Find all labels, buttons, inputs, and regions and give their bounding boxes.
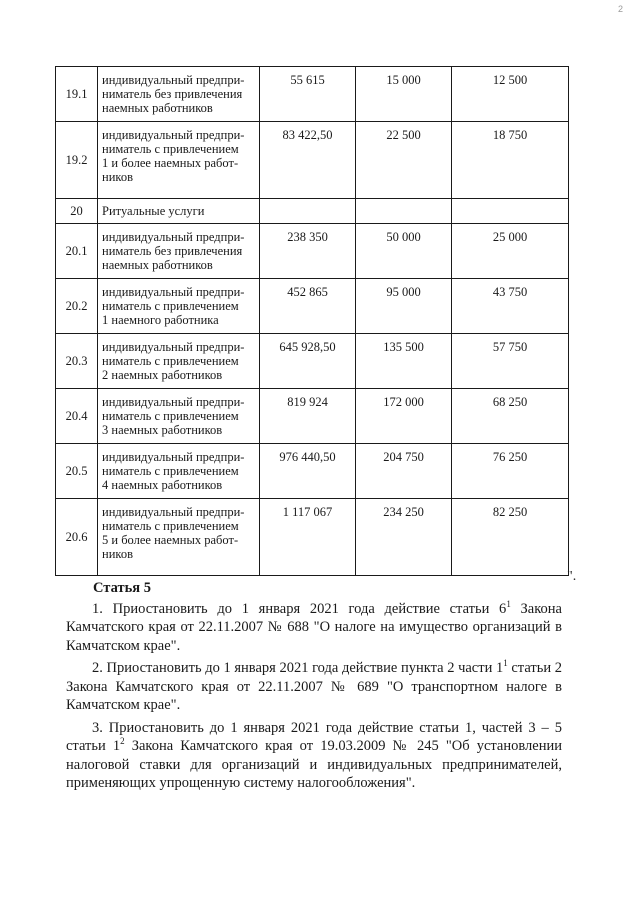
row-label <box>98 499 260 576</box>
row-label-line: ниматель с привлечением <box>102 409 239 423</box>
row-label <box>98 199 260 224</box>
article-heading: Статья 5 <box>93 580 151 596</box>
paragraph-2-text-a: 2. Приостановить до 1 января 2021 года действие пункта 2 части 1 <box>92 660 504 676</box>
row-number: 20.2 <box>56 279 98 334</box>
value-col-3: 82 250 <box>452 499 569 576</box>
paragraph-1-text-a: 1. Приостановить до 1 января 2021 года действие статьи 6 <box>92 600 507 617</box>
row-label-line: индивидуальный предпри- <box>102 395 245 409</box>
table-row <box>56 67 569 122</box>
value-col-1: 1 117 067 <box>260 499 356 576</box>
article-5 <box>66 579 562 797</box>
row-label <box>98 334 260 389</box>
paragraph-2-superscript: 1 <box>503 658 508 669</box>
row-label-line: 3 наемных работников <box>102 423 223 437</box>
row-label-line: ниматель с привлечением <box>102 354 239 368</box>
row-label-line: 2 наемных работников <box>102 368 223 382</box>
value-col-1: 645 928,50 <box>260 334 356 389</box>
row-label-line: ниматель с привлечением <box>102 142 239 156</box>
row-label <box>98 444 260 499</box>
row-label-line: ниматель с привлечением <box>102 299 239 313</box>
row-label-line: ниматель без привлечения <box>102 244 243 258</box>
row-label-line: индивидуальный предпри- <box>102 340 245 354</box>
row-label <box>98 122 260 199</box>
row-label-line: Ритуальные услуги <box>102 204 205 218</box>
row-number: 20.1 <box>56 224 98 279</box>
row-label-line: индивидуальный предпри- <box>102 450 245 464</box>
value-col-3: 12 500 <box>452 67 569 122</box>
row-number: 19.1 <box>56 67 98 122</box>
article-paragraph-3 <box>66 719 562 793</box>
row-label <box>98 279 260 334</box>
closing-quote-mark: ". <box>567 569 577 584</box>
article-paragraph-1 <box>66 600 562 656</box>
value-col-1: 55 615 <box>260 67 356 122</box>
row-label-line: 1 наемного работника <box>102 313 219 327</box>
value-col-1: 83 422,50 <box>260 122 356 199</box>
paragraph-1-text-b: Закона Камчатского края от 22.11.2007 № 688 "О налоге на имущество организаций в Камчатском крае". <box>66 600 562 654</box>
row-label-line: индивидуальный предпри- <box>102 230 245 244</box>
row-label-line: индивидуальный предпри- <box>102 505 245 519</box>
paragraph-1-superscript: 1 <box>506 598 511 609</box>
row-label <box>98 67 260 122</box>
table-row <box>56 334 569 389</box>
value-col-1: 238 350 <box>260 224 356 279</box>
row-label-line: ников <box>102 547 133 561</box>
value-col-3: 68 250 <box>452 389 569 444</box>
row-number: 20.4 <box>56 389 98 444</box>
row-label-line: ниматель без привлечения <box>102 87 243 101</box>
row-number: 20.3 <box>56 334 98 389</box>
value-col-2: 95 000 <box>356 279 452 334</box>
row-label-line: 1 и более наемных работ- <box>102 156 239 170</box>
row-label-line: ниматель с привлечением <box>102 464 239 478</box>
paragraph-3-superscript: 2 <box>120 736 125 747</box>
row-label-line: 4 наемных работников <box>102 478 223 492</box>
value-col-1: 976 440,50 <box>260 444 356 499</box>
row-label-line: индивидуальный предпри- <box>102 285 245 299</box>
tax-rates-table <box>55 66 569 576</box>
row-label-line: 5 и более наемных работ- <box>102 533 239 547</box>
table-row <box>56 199 569 224</box>
table-body <box>56 67 569 576</box>
table-row <box>56 499 569 576</box>
table-row <box>56 389 569 444</box>
value-col-2: 15 000 <box>356 67 452 122</box>
table-row <box>56 122 569 199</box>
row-label-line: ников <box>102 170 133 184</box>
row-number: 19.2 <box>56 122 98 199</box>
value-col-3: 57 750 <box>452 334 569 389</box>
value-col-1: 819 924 <box>260 389 356 444</box>
value-col-2: 50 000 <box>356 224 452 279</box>
value-col-1 <box>260 199 356 224</box>
table-row <box>56 224 569 279</box>
value-col-2: 22 500 <box>356 122 452 199</box>
row-number: 20.6 <box>56 499 98 576</box>
row-label <box>98 224 260 279</box>
row-label <box>98 389 260 444</box>
paragraph-3-text-a: 3. Приостановить до 1 января 2021 года действие статьи 1, частей 3 – 5 статьи 1 <box>66 719 562 754</box>
paragraph-2-text-b: статьи 2 Закона Камчатского края от 22.11.2007 № 689 "О транспортном налоге в Камчатском крае". <box>66 660 562 713</box>
value-col-2: 204 750 <box>356 444 452 499</box>
value-col-2: 135 500 <box>356 334 452 389</box>
article-paragraph-2 <box>66 659 562 715</box>
row-number: 20.5 <box>56 444 98 499</box>
value-col-3: 43 750 <box>452 279 569 334</box>
paragraph-3-text-b: Закона Камчатского края от 19.03.2009 № 245 "Об установлении налоговой ставки для организаций и индивидуальных предпринимателей, применяющих упрощенную систему налогообложения". <box>66 738 562 791</box>
row-label-line: индивидуальный предпри- <box>102 128 245 142</box>
table-row <box>56 279 569 334</box>
value-col-3: 76 250 <box>452 444 569 499</box>
row-number: 20 <box>56 199 98 224</box>
value-col-1: 452 865 <box>260 279 356 334</box>
page-number: 2 <box>618 4 624 14</box>
row-label-line: индивидуальный предпри- <box>102 73 245 87</box>
value-col-2 <box>356 199 452 224</box>
value-col-2: 234 250 <box>356 499 452 576</box>
value-col-3: 25 000 <box>452 224 569 279</box>
row-label-line: наемных работников <box>102 258 213 272</box>
value-col-2: 172 000 <box>356 389 452 444</box>
table-row <box>56 444 569 499</box>
row-label-line: ниматель с привлечением <box>102 519 239 533</box>
value-col-3: 18 750 <box>452 122 569 199</box>
value-col-3 <box>452 199 569 224</box>
row-label-line: наемных работников <box>102 101 213 115</box>
